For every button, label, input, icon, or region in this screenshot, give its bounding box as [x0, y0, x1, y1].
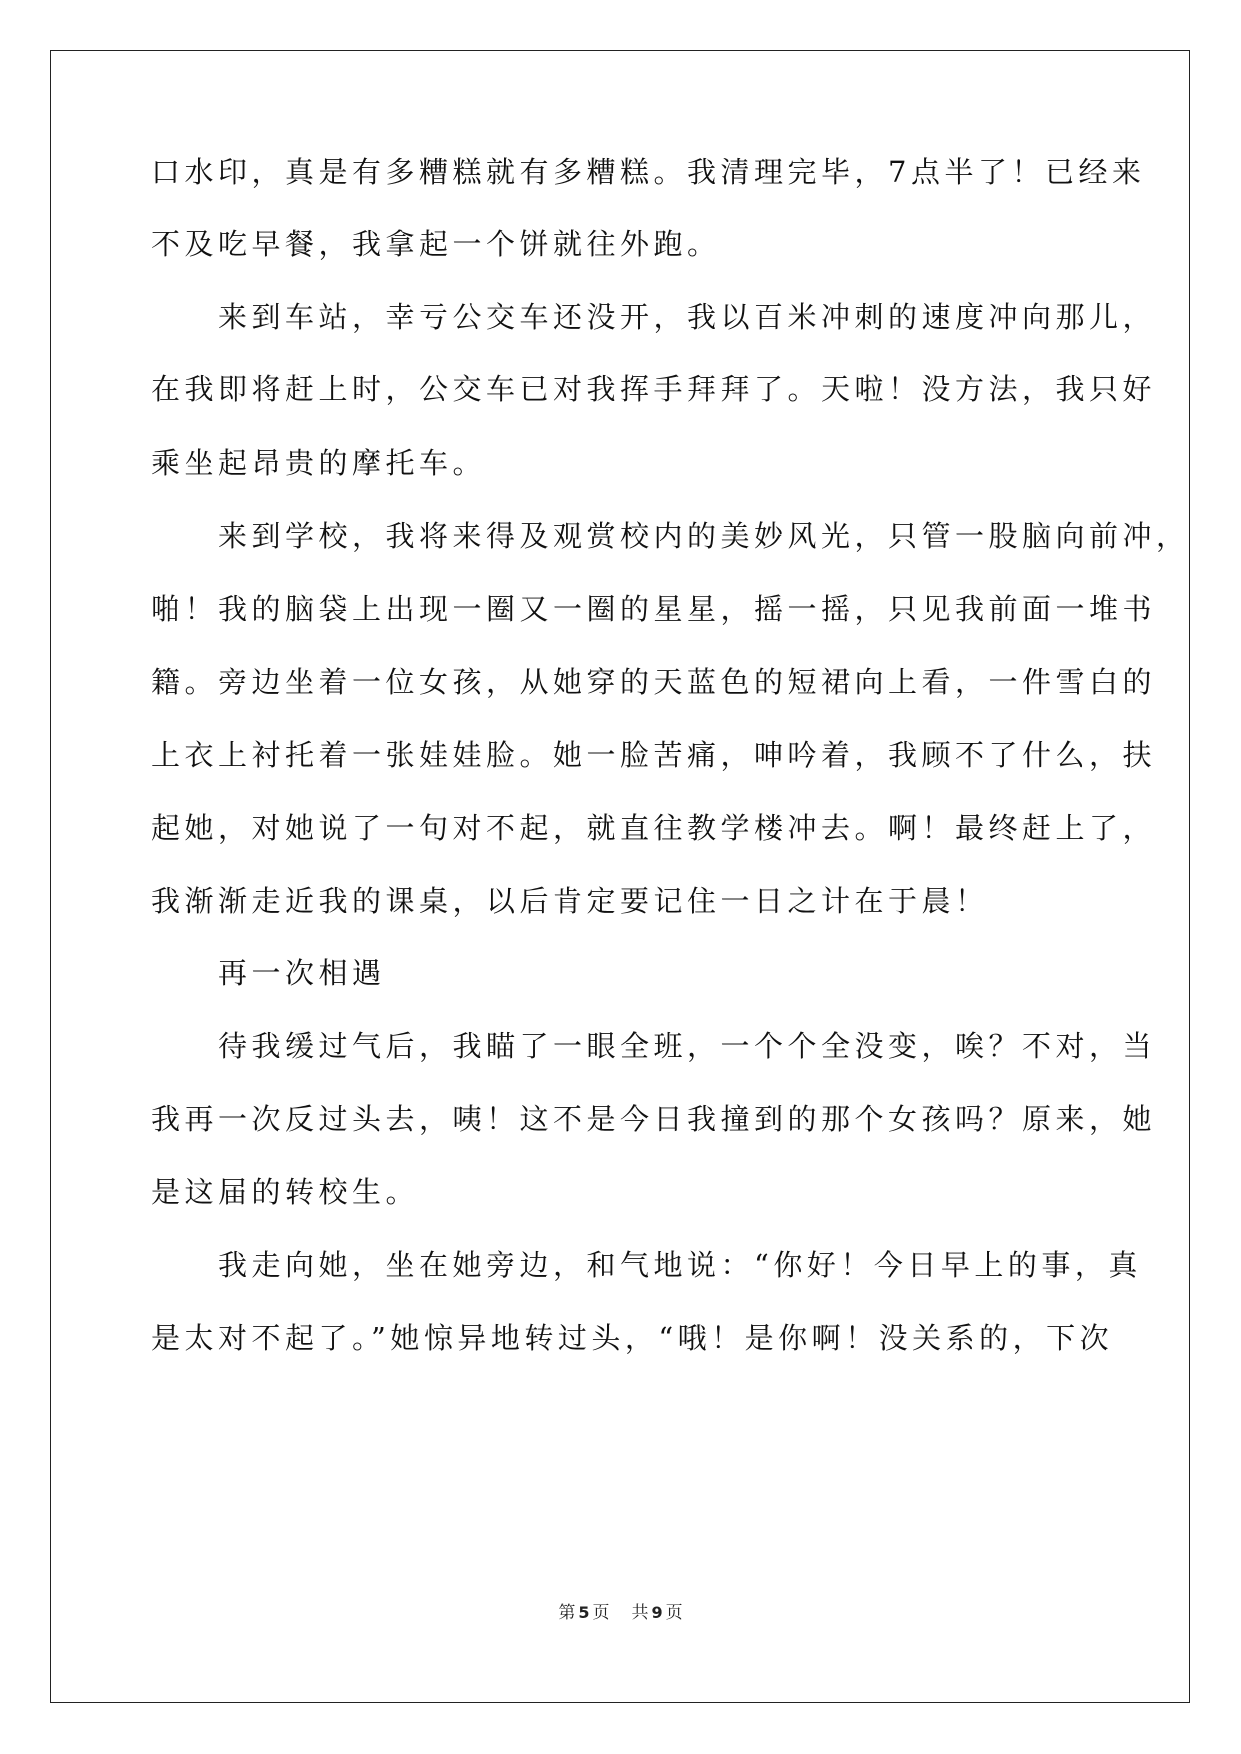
text-line-8: 籍。旁边坐着一位女孩，从她穿的天蓝色的短裙向上看，一件雪白的 [151, 665, 1157, 699]
text-line-6: 来到学校，我将来得及观赏校内的美妙风光，只管一股脑向前冲， [151, 519, 1190, 553]
text-line-15: 是这届的转校生。 [151, 1175, 420, 1209]
text-line-17: 是太对不起了。”她惊异地转过头，“哦！是你啊！没关系的，下次 [151, 1321, 1114, 1355]
page-prefix: 第 [558, 1603, 576, 1623]
text-line-3: 来到车站，幸亏公交车还没开，我以百米冲刺的速度冲向那儿， [151, 300, 1157, 334]
total-suffix: 页 [665, 1603, 683, 1623]
page-suffix: 页 [592, 1603, 610, 1623]
text-line-7: 啪！我的脑袋上出现一圈又一圈的星星，摇一摇，只见我前面一堆书 [151, 592, 1157, 626]
text-line-14: 我再一次反过头去，咦！这不是今日我撞到的那个女孩吗？原来，她 [151, 1102, 1157, 1136]
text-line-10: 起她，对她说了一句对不起，就直往教学楼冲去。啊！最终赶上了， [151, 811, 1157, 845]
text-line-16: 我走向她，坐在她旁边，和气地说：“你好！今日早上的事，真 [151, 1248, 1142, 1282]
text-line-9: 上衣上衬托着一张娃娃脸。她一脸苦痛，呻吟着，我顾不了什么，扶 [151, 738, 1157, 772]
total-pages: 9 [651, 1603, 663, 1622]
text-line-2: 不及吃早餐，我拿起一个饼就往外跑。 [151, 227, 721, 261]
text-line-5: 乘坐起昂贵的摩托车。 [151, 446, 487, 480]
page-number: 5 [578, 1603, 590, 1622]
total-prefix: 共 [631, 1603, 649, 1623]
page-footer [0, 1598, 1241, 1623]
text-line-13: 待我缓过气后，我瞄了一眼全班，一个个全没变，唉？不对，当 [151, 1029, 1157, 1063]
text-line-11: 我渐渐走近我的课桌，以后肯定要记住一日之计在于晨！ [151, 884, 989, 918]
text-line-1: 口水印，真是有多糟糕就有多糟糕。我清理完毕，7点半了！已经来 [151, 155, 1146, 189]
text-line-12: 再一次相遇 [151, 956, 386, 990]
text-line-4: 在我即将赶上时，公交车已对我挥手拜拜了。天啦！没方法，我只好 [151, 372, 1157, 406]
